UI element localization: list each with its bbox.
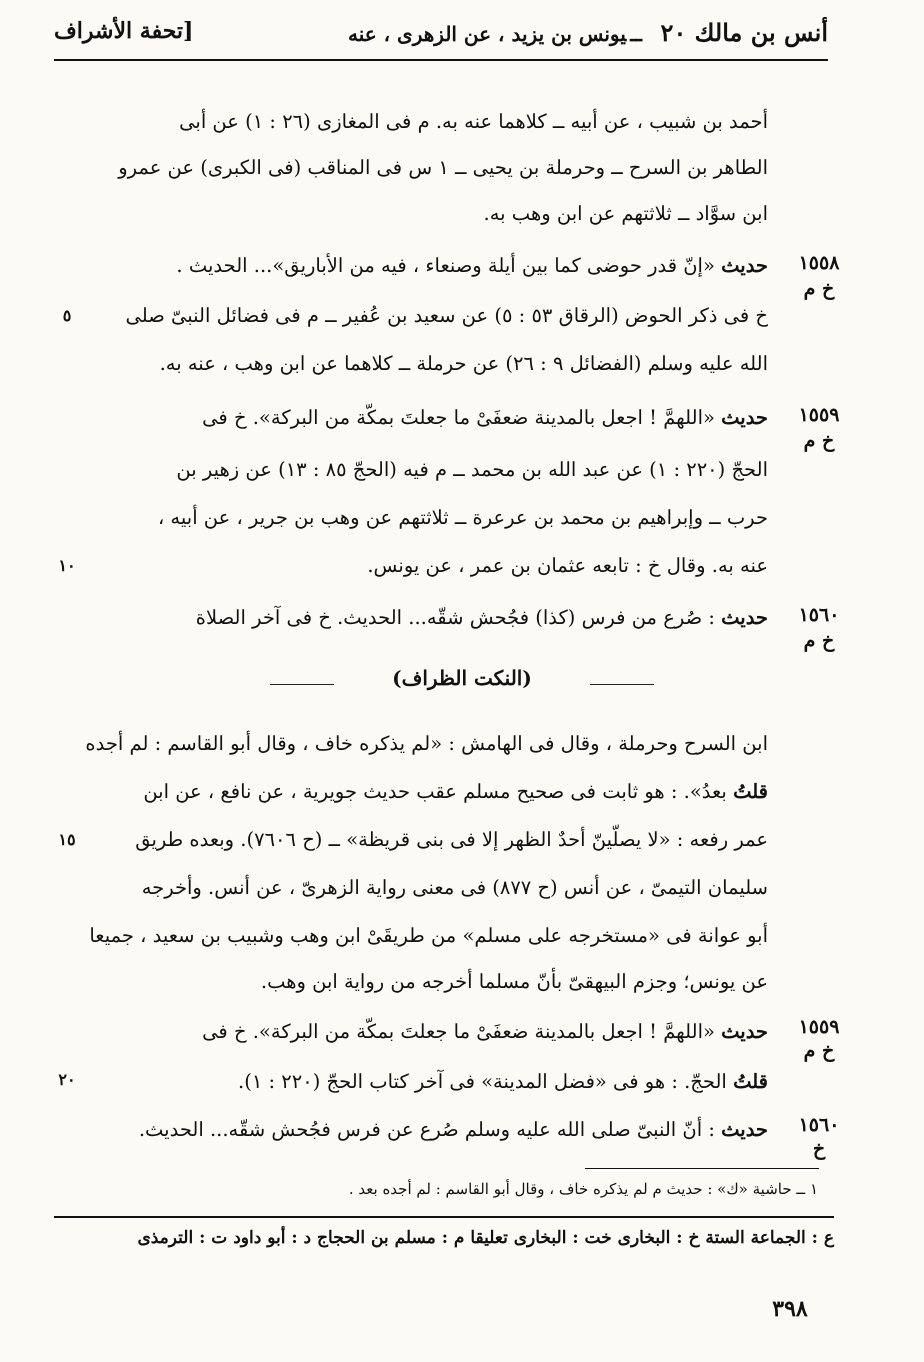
qult-label: قلتُ bbox=[733, 1070, 768, 1093]
text-line: الطاهر بن السرح ــ وحرملة بن يحيى ــ ١ س فى المناقب (فى الكبرى) عن عمرو bbox=[118, 156, 768, 179]
hadith-text: «اللهمَّ ! اجعل بالمدينة ضعفَىْ ما جعلتَ بمكّة من البركة». خ فى bbox=[202, 406, 715, 429]
text-line: عن يونس؛ وجزم البيهقىّ بأنّ مسلما أخرجه من رواية ابن وهب. bbox=[260, 970, 768, 993]
hadith-text: : أنّ النبىّ صلى الله عليه وسلم صُرع عن فرس فجُحش شقّه... الحديث. bbox=[138, 1118, 715, 1141]
abbreviation-key: ع : الجماعة الستة خ : البخارى خت : البخارى تعليقا م : مسلم بن الحجاج د : أبو داود ت : الترمذى bbox=[137, 1228, 834, 1248]
hadith-number: ١٥٥٩ bbox=[798, 1016, 840, 1038]
text-line: عمر رفعه : «لا يصلّينّ أحدٌ الظهر إلا فى بنى قريظة» ــ (ح ٧٦٠٦). وبعده طريق bbox=[135, 828, 768, 851]
line-counter: ١٥ bbox=[58, 830, 76, 849]
divider-line-right bbox=[590, 684, 654, 685]
hadith-number: ١٥٦٠ bbox=[798, 604, 840, 626]
hadith-label: حديث bbox=[721, 254, 768, 277]
hadith-line bbox=[80, 1112, 768, 1148]
text-line: سليمان التيمىّ ، عن أنس (ح ٨٧٧) فى معنى رواية الزهرىّ ، عن أنس. وأخرجه bbox=[141, 876, 768, 899]
section-title: (النكت الظراف) bbox=[392, 666, 532, 690]
header-rule bbox=[54, 59, 828, 61]
text-line: أبو عوانة فى «مستخرجه على مسلم» من طريقَىْ ابن وهب وشبيب بن سعيد ، جميعا bbox=[89, 924, 768, 947]
qult-text: الحجّ. : هو فى «فضل المدينة» فى آخر كتاب الحجّ (٢٢٠ : ١). bbox=[238, 1070, 727, 1093]
header-title: أنس بن مالك ٢٠ bbox=[660, 18, 828, 47]
page-header bbox=[54, 18, 828, 54]
hadith-number: ١٥٦٠ bbox=[798, 1114, 840, 1136]
text-line bbox=[80, 774, 768, 810]
text-line bbox=[80, 1064, 768, 1100]
text-line: الحجّ (٢٢٠ : ١) عن عبد الله بن محمد ــ م فيه (الحجّ ٨٥ : ١٣) عن زهير بن bbox=[176, 458, 768, 481]
qult-label: قلتُ bbox=[733, 780, 768, 803]
hadith-number: ١٥٥٩ bbox=[798, 404, 840, 426]
text-line: الله عليه وسلم (الفضائل ٩ : ٢٦) عن حرملة ــ كلاهما عن ابن وهب ، عنه به. bbox=[159, 352, 768, 375]
hadith-label: حديث bbox=[721, 606, 768, 629]
hadith-line bbox=[80, 248, 768, 284]
header-subtitle-text: يونس بن يزيد ، عن الزهرى ، عنه bbox=[347, 22, 627, 46]
header-subtitle: ــيونس بن يزيد ، عن الزهرى ، عنه bbox=[347, 22, 642, 46]
footnote: ١ ــ حاشية «ك» : حديث م لم يذكره خاف ، وقال أبو القاسم : لم أجده بعد . bbox=[348, 1180, 818, 1198]
hadith-line bbox=[80, 600, 768, 636]
hadith-line bbox=[80, 1014, 768, 1050]
line-counter: ٢٠ bbox=[58, 1070, 76, 1089]
line-counter: ٥ bbox=[62, 306, 72, 325]
header-book-title: [تحفة الأشراف bbox=[54, 18, 194, 44]
line-counter: ١٠ bbox=[58, 556, 76, 575]
hadith-text: «اللهمَّ ! اجعل بالمدينة ضعفَىْ ما جعلتَ بمكّة من البركة». خ فى bbox=[202, 1020, 715, 1043]
hadith-text: «إنّ قدر حوضى كما بين أيلة وصنعاء ، فيه من الأباريق»... الحديث . bbox=[176, 254, 715, 277]
hadith-label: حديث bbox=[721, 1020, 768, 1043]
hadith-text: : صُرع من فرس (كذا) فجُحش شقّه... الحديث. خ فى آخر الصلاة bbox=[195, 606, 715, 629]
text-line: خ فى ذكر الحوض (الرقاق ٥٣ : ٥) عن سعيد بن عُفير ــ م فى فضائل النبىّ صلى bbox=[125, 304, 768, 327]
hadith-sources: خ م bbox=[803, 1040, 835, 1062]
qult-text: بعدُ». : هو ثابت فى صحيح مسلم عقب حديث جويرية ، عن نافع ، عن ابن bbox=[143, 780, 727, 803]
hadith-number: ١٥٥٨ bbox=[798, 252, 840, 274]
abbreviation-rule bbox=[54, 1216, 834, 1218]
hadith-sources: خ م bbox=[803, 630, 835, 652]
hadith-line bbox=[80, 400, 768, 436]
text-line: ابن سوَّاد ــ ثلاثتهم عن ابن وهب به. bbox=[483, 202, 768, 225]
hadith-sources: خ م bbox=[803, 430, 835, 452]
text-line: حرب ــ وإبراهيم بن محمد بن عرعرة ــ ثلاثتهم عن وهب بن جرير ، عن أبيه ، bbox=[157, 506, 768, 529]
section-divider bbox=[270, 666, 654, 700]
hadith-label: حديث bbox=[721, 1118, 768, 1141]
text-line: عنه به. وقال خ : تابعه عثمان بن عمر ، عن يونس. bbox=[367, 554, 768, 577]
divider-line-left bbox=[270, 684, 334, 685]
footnote-rule bbox=[585, 1168, 819, 1169]
hadith-sources: خ م bbox=[803, 278, 835, 300]
text-line: أحمد بن شبيب ، عن أبيه ــ كلاهما عنه به. م فى المغازى (٢٦ : ١) عن أبى bbox=[179, 110, 768, 133]
hadith-sources: خ bbox=[812, 1138, 826, 1160]
page-number: ٣٩٨ bbox=[772, 1296, 808, 1322]
text-line: ابن السرح وحرملة ، وقال فى الهامش : «لم يذكره خاف ، وقال أبو القاسم : لم أجده bbox=[85, 732, 768, 755]
hadith-label: حديث bbox=[721, 406, 768, 429]
